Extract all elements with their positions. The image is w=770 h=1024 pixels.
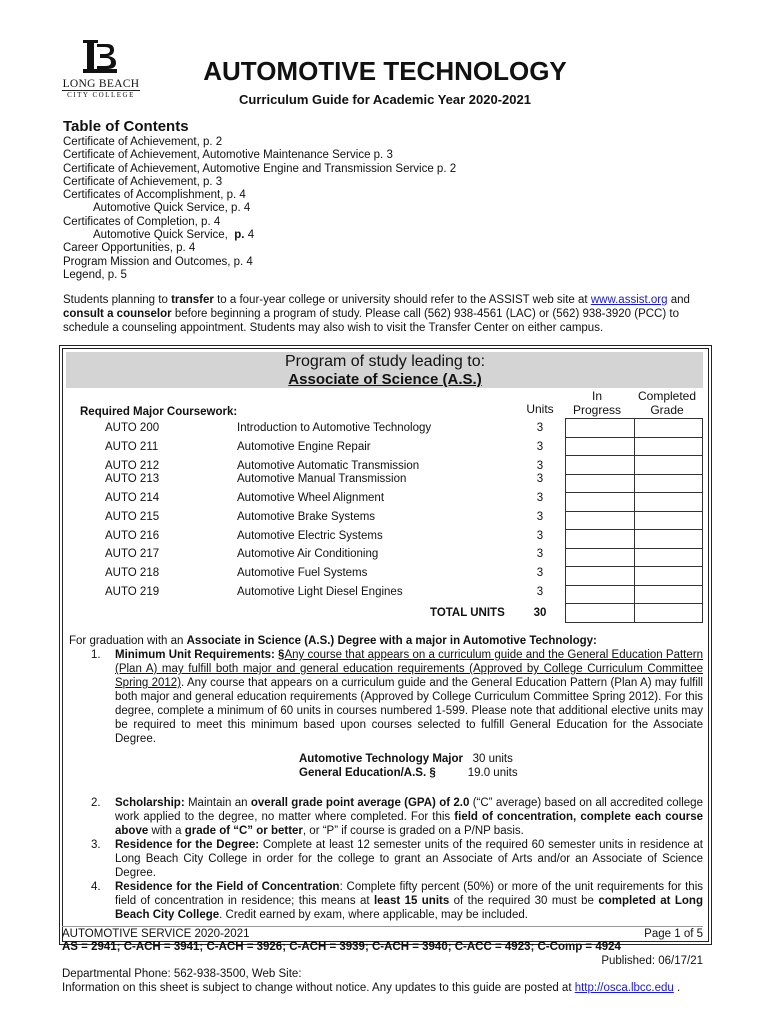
graduation-requirements bbox=[69, 634, 703, 746]
item-text: . Credit earned by exam, where applicable, may be included. bbox=[219, 909, 528, 921]
item-bold: completed at Long Beach City College bbox=[115, 895, 703, 921]
in-progress-cell[interactable] bbox=[566, 511, 635, 530]
item-underlined: Any course that appears on a curriculum guide and the General Education Pattern (Plan A) may fulfill both major and general education requirements (Approved by College Curriculum Committee Spring 2012) bbox=[115, 649, 703, 689]
requirement-item bbox=[69, 838, 703, 880]
course-units: 3 bbox=[536, 492, 544, 504]
grade-cell[interactable] bbox=[634, 511, 703, 530]
osca-link[interactable]: http://osca.lbcc.edu bbox=[574, 982, 674, 994]
toc-item[interactable]: Program Mission and Outcomes, p. 4 bbox=[63, 255, 253, 268]
grade-cell[interactable] bbox=[634, 437, 703, 456]
logo-name: LONG BEACH bbox=[62, 78, 140, 90]
course-code: AUTO 212 bbox=[105, 460, 160, 472]
course-code: AUTO 217 bbox=[105, 548, 160, 560]
requirement-item bbox=[69, 880, 703, 922]
in-progress-cell[interactable] bbox=[566, 437, 635, 456]
toc-item[interactable]: Certificate of Achievement, Automotive Maintenance Service p. 3 bbox=[63, 149, 393, 162]
toc-item-page-number: 4 bbox=[247, 229, 255, 242]
course-units: 3 bbox=[536, 586, 544, 598]
course-code: AUTO 218 bbox=[105, 567, 160, 579]
course-title: Automotive Engine Repair bbox=[237, 441, 371, 453]
program-heading: Program of study leading to: bbox=[284, 353, 486, 370]
footer-divider bbox=[62, 926, 703, 927]
course-code: AUTO 215 bbox=[105, 511, 160, 523]
course-code: AUTO 213 bbox=[105, 473, 160, 485]
course-code: AUTO 216 bbox=[105, 530, 160, 542]
item-heading: Residence for the Field of Concentration bbox=[115, 881, 340, 893]
progress-grid bbox=[565, 418, 703, 621]
assist-link[interactable]: www.assist.org bbox=[590, 294, 668, 306]
item-text: Complete at least 12 semester units of the required 60 semester units in residence at Long Beach City College in order for the college to grant an Associate of Arts and/or an Associate of Science Degree. bbox=[115, 839, 704, 879]
item-number: 3. bbox=[91, 839, 101, 851]
transfer-text: to a four-year college or university should refer to the ASSIST web site at bbox=[213, 294, 591, 306]
completed-grade-header: Completed Grade bbox=[637, 389, 697, 417]
item-number: 4. bbox=[91, 881, 101, 893]
footer-program: AUTOMOTIVE SERVICE 2020-2021 bbox=[62, 928, 250, 940]
item-text: : Complete fifty percent (50%) or more of the unit requirements for this field of concentration in residence; this means at bbox=[115, 881, 704, 907]
course-title: Automotive Air Conditioning bbox=[237, 548, 379, 560]
grade-cell[interactable] bbox=[634, 567, 703, 586]
in-progress-cell[interactable] bbox=[566, 567, 635, 586]
total-units-value: 30 bbox=[533, 607, 547, 619]
course-code: AUTO 200 bbox=[105, 422, 160, 434]
logo-sub: CITY COLLEGE bbox=[62, 90, 140, 100]
item-heading: Scholarship: bbox=[115, 797, 185, 809]
item-bold: least 15 units bbox=[373, 895, 450, 907]
published-date: Published: 06/17/21 bbox=[601, 955, 703, 967]
course-units: 3 bbox=[536, 441, 544, 453]
intro-bold: Associate in Science (A.S.) Degree with a major in Automotive Technology: bbox=[186, 635, 597, 647]
program-degree: Associate of Science (A.S.) bbox=[288, 371, 482, 388]
toc-item-page-label: p. bbox=[234, 229, 245, 242]
course-title: Automotive Brake Systems bbox=[237, 511, 376, 523]
course-code: AUTO 211 bbox=[105, 441, 159, 453]
graduation-requirements-cont bbox=[69, 796, 703, 922]
transfer-text: and bbox=[667, 294, 690, 306]
in-progress-cell[interactable] bbox=[566, 530, 635, 549]
item-heading: Residence for the Degree: bbox=[115, 839, 260, 851]
transfer-text: before beginning a program of study. Please call (562) 938-4561 (LAC) or (562) 938-3920 (PCC) to schedule a counseling appointment. Students may also wish to visit the Transfer Center on either campus. bbox=[63, 308, 679, 334]
course-code: AUTO 214 bbox=[105, 492, 160, 504]
course-title: Automotive Manual Transmission bbox=[237, 473, 407, 485]
units-header: Units bbox=[526, 402, 554, 416]
course-title: Automotive Wheel Alignment bbox=[237, 492, 385, 504]
requirements-intro bbox=[69, 634, 703, 648]
grade-cell[interactable] bbox=[634, 493, 703, 512]
course-units: 3 bbox=[536, 422, 544, 434]
table-of-contents bbox=[63, 136, 456, 282]
change-notice bbox=[62, 982, 680, 994]
requirement-item bbox=[69, 796, 703, 838]
course-title: Automotive Automatic Transmission bbox=[237, 460, 420, 472]
total-cell[interactable] bbox=[566, 604, 635, 623]
department-phone: Departmental Phone: 562-938-3500, Web Site: bbox=[62, 968, 302, 980]
toc-item[interactable]: Certificate of Achievement, Automotive Engine and Transmission Service p. 2 bbox=[63, 162, 457, 175]
item-heading: Minimum Unit Requirements: § bbox=[115, 649, 285, 661]
item-text: of the required 30 must be bbox=[449, 895, 599, 907]
in-progress-cell[interactable] bbox=[566, 493, 635, 512]
in-progress-cell[interactable] bbox=[566, 474, 635, 493]
transfer-text: Students planning to bbox=[63, 294, 172, 306]
in-progress-cell[interactable] bbox=[566, 585, 635, 604]
toc-item[interactable]: Legend, p. 5 bbox=[63, 268, 127, 281]
toc-item[interactable]: Certificate of Achievement, p. 2 bbox=[63, 136, 223, 148]
in-progress-header: In Progress bbox=[572, 389, 622, 417]
item-text: (“C” average) based on all accredited college work applied to the degree, no matter where completed. For this bbox=[115, 797, 703, 823]
transfer-bold: transfer bbox=[171, 294, 214, 306]
grade-cell[interactable] bbox=[634, 474, 703, 493]
course-code: AUTO 219 bbox=[105, 586, 160, 598]
course-units: 3 bbox=[536, 511, 544, 523]
item-bold: overall grade point average (GPA) of 2.0 bbox=[250, 797, 470, 809]
toc-item-text: Automotive Quick Service, bbox=[93, 229, 228, 242]
requirement-item bbox=[69, 648, 703, 746]
page-subtitle: Curriculum Guide for Academic Year 2020-2021 bbox=[239, 92, 531, 107]
item-number: 2. bbox=[91, 797, 101, 809]
course-units: 3 bbox=[536, 473, 544, 485]
in-progress-cell[interactable] bbox=[566, 419, 635, 438]
transfer-note bbox=[63, 293, 703, 335]
grade-cell[interactable] bbox=[634, 548, 703, 567]
item-bold: grade of “C” or better bbox=[184, 825, 303, 837]
course-title: Automotive Electric Systems bbox=[237, 530, 383, 542]
notice-text: Information on this sheet is subject to change without notice. Any updates to this guide are posted at bbox=[62, 982, 575, 994]
notice-end: . bbox=[673, 982, 681, 994]
item-text: , or “P” if course is graded on a P/NP basis. bbox=[302, 825, 524, 837]
page-number: Page 1 of 5 bbox=[644, 928, 703, 940]
in-progress-cell[interactable] bbox=[566, 456, 635, 475]
course-title: Automotive Fuel Systems bbox=[237, 567, 368, 579]
counselor-bold: consult a counselor bbox=[63, 308, 172, 320]
toc-item[interactable]: Career Opportunities, p. 4 bbox=[63, 242, 196, 255]
course-units: 3 bbox=[536, 460, 544, 472]
ge-units: 19.0 units bbox=[467, 767, 518, 779]
item-number: 1. bbox=[91, 649, 101, 661]
required-coursework-label: Required Major Coursework: bbox=[80, 406, 238, 418]
grade-cell[interactable] bbox=[634, 456, 703, 475]
grade-cell[interactable] bbox=[634, 419, 703, 438]
toc-title: Table of Contents bbox=[63, 118, 189, 135]
toc-item[interactable] bbox=[63, 229, 456, 242]
in-progress-cell[interactable] bbox=[566, 548, 635, 567]
program-codes: AS = 2941; C-ACH = 3941; C-ACH = 3926; C-ACH = 3939; C-ACH = 3940; C-ACC = 4923; C-Comp = 4924 bbox=[62, 941, 621, 953]
unit-summary bbox=[299, 752, 518, 780]
item-bold: field of concentration, complete each course above bbox=[115, 811, 703, 837]
ge-label: General Education/A.S. § bbox=[299, 767, 436, 779]
total-units-label: TOTAL UNITS bbox=[430, 607, 505, 619]
intro-text: For graduation with an bbox=[69, 635, 187, 647]
toc-item[interactable]: Certificates of Accomplishment, p. 4 bbox=[63, 189, 246, 202]
grade-cell[interactable] bbox=[634, 530, 703, 549]
course-title: Automotive Light Diesel Engines bbox=[237, 586, 403, 598]
total-cell[interactable] bbox=[634, 604, 703, 623]
grade-cell[interactable] bbox=[634, 585, 703, 604]
major-units: 30 units bbox=[472, 753, 513, 765]
course-title: Introduction to Automotive Technology bbox=[237, 422, 432, 434]
course-units: 3 bbox=[536, 548, 544, 560]
toc-item[interactable]: Certificates of Completion, p. 4 bbox=[63, 215, 221, 228]
toc-item[interactable]: Certificate of Achievement, p. 3 bbox=[63, 175, 223, 188]
page-title: AUTOMOTIVE TECHNOLOGY bbox=[203, 56, 567, 86]
major-label: Automotive Technology Major bbox=[299, 753, 463, 765]
item-text: . Any course that appears on a curriculum guide and the General Education Pattern (Plan A) may fulfill both major and general education requirements (Approved by College Curriculum Committee Spring 2012). For this degree, complete a minimum of 60 units in courses numbered 1-599. Please note that additional elective units may be required to meet this minimum based upon courses selected to fulfill General Education for the Associate Degree. bbox=[115, 677, 703, 745]
item-text: with a bbox=[148, 825, 185, 837]
course-units: 3 bbox=[536, 530, 544, 542]
course-units: 3 bbox=[536, 567, 544, 579]
toc-item[interactable]: Automotive Quick Service, p. 4 bbox=[93, 202, 251, 215]
item-text: Maintain an bbox=[184, 797, 251, 809]
